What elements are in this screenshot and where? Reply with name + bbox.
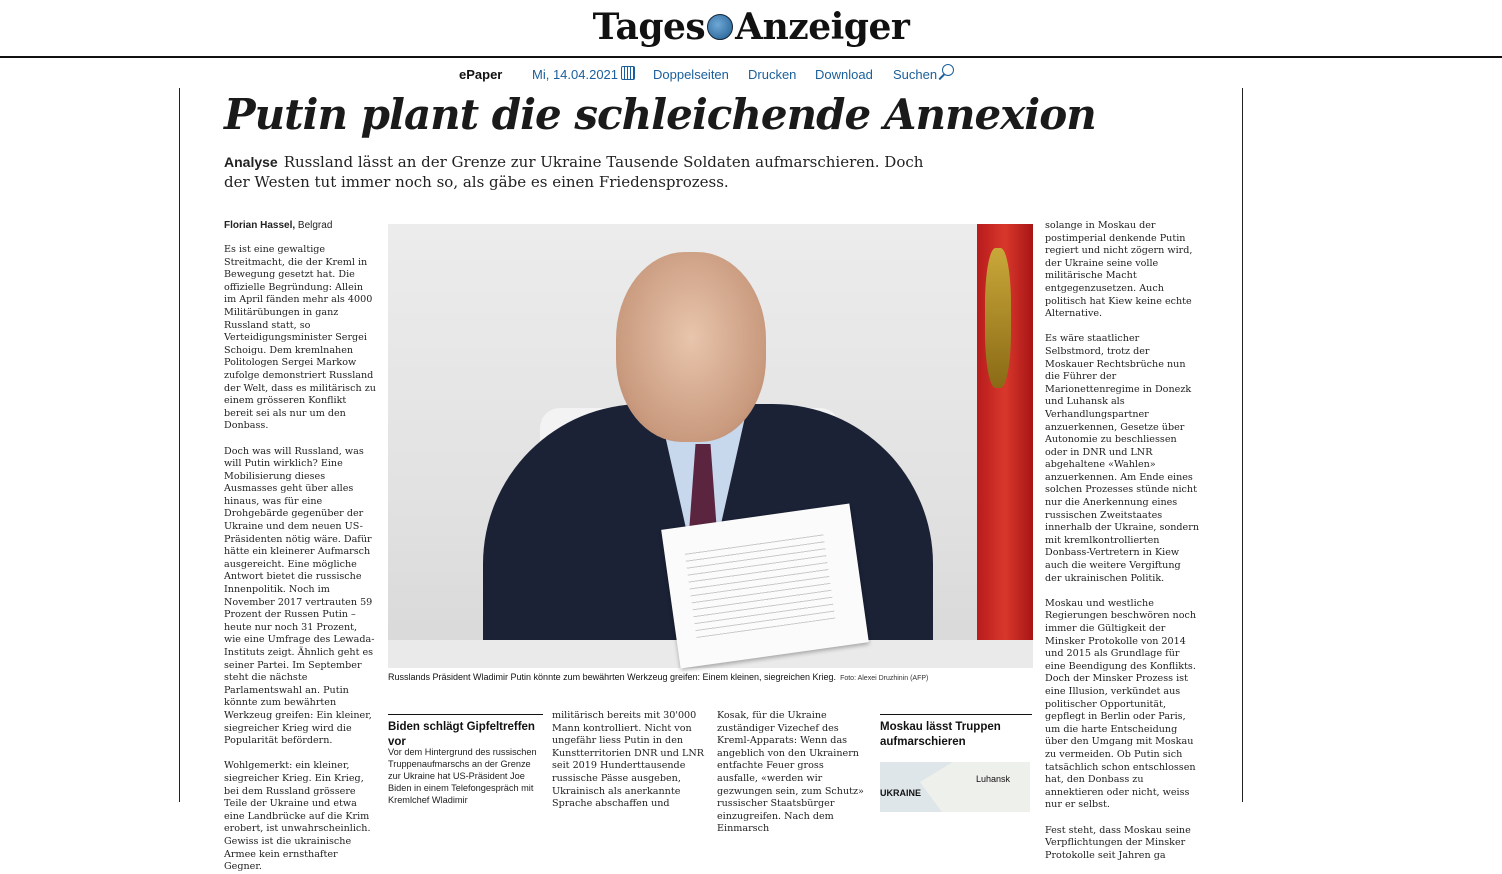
author-location: Belgrad	[297, 220, 333, 231]
photo-credit: Foto: Alexei Druzhinin (AFP)	[840, 675, 929, 682]
calendar-icon[interactable]	[621, 66, 635, 80]
newspaper-page	[179, 88, 1243, 873]
paragraph: Es wäre staatlicher Selbstmord, trotz der Moskauer Rechtsbrüche nun die Führer der Marionettenregime in Donezk und Luhansk als Verhandlungspartner anzuerkennen, Gesetze über Autonomie zu beschliessen oder in DNR und LNR abgehaltene «Wahlen» anzuerkennen. Am Ende eines solchen Prozesses stünde nicht nur die Anerkennung eines russischen Zweitstaates innerhalb der Ukraine, sondern mit kremlkontrollierten Donbass-Vertretern in Kiew auch die weitere Vergiftung der ukrainischen Politik.	[1045, 333, 1199, 584]
nav-date[interactable]: Mi, 14.04.2021	[532, 67, 619, 82]
sidebox-text: Vor dem Hintergrund des russischen Truppenaufmarschs an der Grenze zur Ukraine hat US-Präsident Joe Biden in einem Telefongespräch mit Kremlchef Wladimir	[388, 747, 537, 805]
photo-flag	[977, 224, 1033, 668]
logo-text-left: Tages	[592, 6, 706, 48]
paragraph: Es ist eine gewaltige Streitmacht, die der Kreml in Bewegung gesetzt hat. Die offizielle Begründung: Allein im April fänden mehr als 4000 Militärübungen in ganz Russland statt, so Verteidigungsminister Sergei Schoigu. Dem kremlnahen Politologen Sergei Markow zufolge demonstriert Russland der Welt, dass es militärisch zu einem grösseren Konflikt bereit sei als nur um den Donbass.	[224, 244, 376, 432]
sidebox-rule	[388, 714, 543, 715]
map-graphic	[880, 762, 1030, 812]
photo-caption	[388, 672, 1033, 682]
search-icon[interactable]	[942, 64, 954, 76]
paragraph: Fest steht, dass Moskau seine Verpflichtungen der Minsker Protokolle seit Jahren ga	[1045, 824, 1191, 861]
map-label-ukraine: UKRAINE	[880, 788, 922, 798]
lead-text: Russland lässt an der Grenze zur Ukraine Tausende Soldaten aufmarschieren. Doch der Westen tut immer noch so, als gäbe es einen Friedensprozess.	[224, 153, 924, 191]
logo-text-right: Anzeiger	[735, 6, 910, 48]
article-headline: Putin plant die schleichende Annexion	[224, 90, 1096, 139]
nav-download[interactable]: Download	[815, 67, 873, 82]
article-column-4: Kosak, für die Ukraine zuständiger Vizechef des Kreml-Apparats: Wenn das angeblich von den Ukrainern entfachte Feuer gross ausfalle, «werden wir gezwungen sein, zum Schutz» russischer Staatsbürger einzugreifen. Nach dem Einmarsch	[717, 710, 864, 835]
article-column-5	[1045, 220, 1200, 861]
nav-doppelseiten[interactable]: Doppelseiten	[653, 67, 729, 82]
article-photo	[388, 224, 1033, 668]
site-logo[interactable]	[0, 6, 1502, 48]
paragraph: Moskau und westliche Regierungen beschwören noch immer die Gültigkeit der Minsker Protokolle von 2014 und 2015 als Grundlage für eine Beendigung des Konflikts. Doch der Minsker Prozess ist eine Illusion, verkündet aus politischer Opportunität, gepflegt in Berlin oder Paris, um die harte Entscheidung über den Umgang mit Moskau zu vermeiden. Ob Putin sich tatsächlich schon entschlossen hat, den Donbass zu annektieren oder nicht, weiss nur er selbst.	[1045, 597, 1197, 811]
caption-text: Russlands Präsident Wladimir Putin könnte zum bewährten Werkzeug greifen: Einem kleinen, siegreichen Krieg.	[388, 672, 837, 682]
photo-papers	[661, 503, 869, 668]
sidebox-title: Biden schlägt Gipfeltreffen vor	[388, 721, 535, 748]
epaper-nav	[0, 59, 1502, 89]
author-name: Florian Hassel,	[224, 220, 296, 231]
nav-epaper[interactable]: ePaper	[459, 67, 503, 82]
article-column-3: militärisch bereits mit 30'000 Mann kontrolliert. Nicht von ungefähr liess Putin in den Kunstterritorien DNR und LNR seit 2019 Hunderttausende russische Pässe ausgeben, Ukrainisch als anerkannte Sprache abschaffen und	[552, 710, 704, 810]
mapbox-title: Moskau lässt Truppen aufmarschieren	[880, 721, 1001, 748]
article-lead	[224, 152, 924, 192]
paragraph: solange in Moskau der postimperial denkende Putin regiert und nicht zögern wird, der Ukraine seine volle militärische Macht entgegenzusetzen. Auch politisch hat Kiew keine echte Alternative.	[1045, 220, 1193, 320]
lead-tag: Analyse	[224, 154, 278, 170]
photo-head	[616, 252, 766, 442]
site-header	[0, 0, 1502, 58]
nav-suchen[interactable]: Suchen	[893, 67, 938, 82]
mapbox-rule	[880, 714, 1032, 715]
nav-drucken[interactable]: Drucken	[748, 67, 797, 82]
byline	[224, 220, 332, 231]
article-column-1	[224, 244, 376, 873]
paragraph: Doch was will Russland, was will Putin wirklich? Eine Mobilisierung dieses Ausmasses geht über alles hinaus, was für eine Drohgebärde gegenüber der Ukraine und dem neuen US-Präsidenten nötig wäre. Dafür hätte ein kleinerer Aufmarsch ausgereicht. Eine mögliche Antwort bietet die russische Innenpolitik. Noch im November 2017 vertrauten 59 Prozent der Russen Putin – heute nur noch 31 Prozent, wie eine Umfrage des Lewada-Instituts zeigt. Ähnlich geht es seiner Partei. Im September steht die nächste Parlamentswahl an. Putin könnte zum bewährten Werkzeug greifen: Ein kleiner, siegreicher Krieg wird die Popularität befördern.	[224, 445, 375, 747]
paragraph: Wohlgemerkt: ein kleiner, siegreicher Krieg. Ein Krieg, bei dem Russland grössere Teile der Ukraine und etwa eine Landbrücke auf die Krim erobert, ist unwahrscheinlich. Gewiss ist die ukrainische Armee kein ernsthafter Gegner.	[224, 760, 371, 873]
map-label-luhansk: Luhansk	[976, 774, 1011, 784]
logo-seal-icon	[707, 14, 733, 40]
